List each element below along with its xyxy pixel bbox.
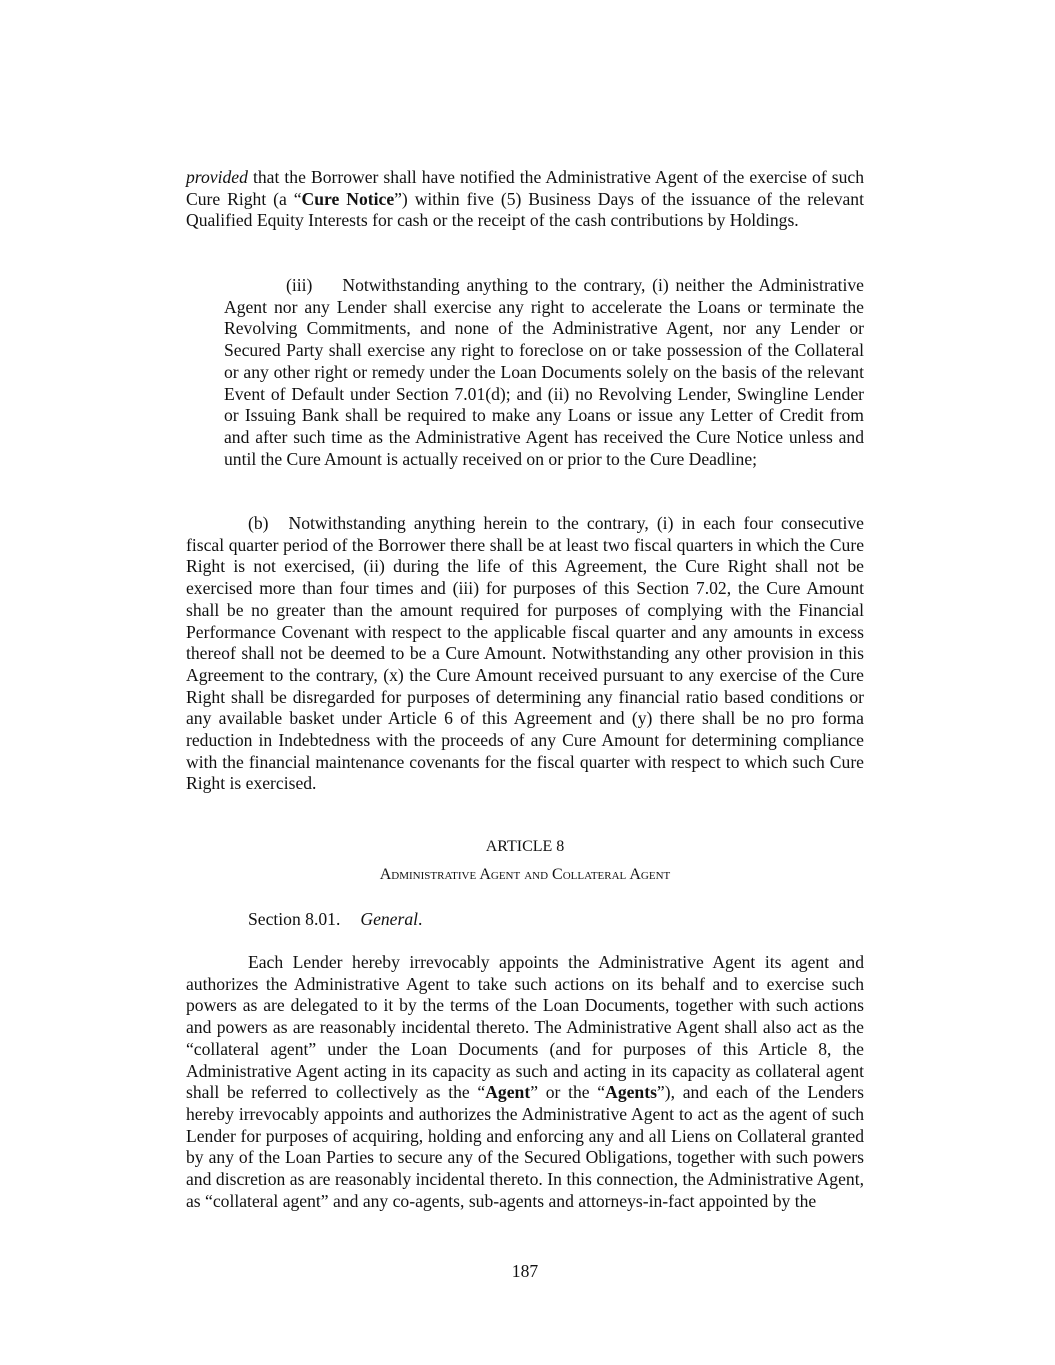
provided-lead-word: provided: [186, 167, 248, 187]
general-text-a: Each Lender hereby irrevocably appoints the Administrative Agent its agent and authorizes the Administrative Agent to take such actions on its behalf and to exercise such powers as are delegated to it by the terms of the Loan Documents, together with such actions and powers as are reasonably incidental thereto. The Administrative Agent shall also act as the “collateral agent” under the Loan Documents (and for purposes of this Article 8, the Administrative Agent acting in its capacity as such and acting in its capacity as collateral agent shall be referred to collectively as the “: [186, 952, 864, 1103]
clause-iii-paragraph: [224, 275, 864, 470]
article-title: Administrative Agent and Collateral Agent: [379, 866, 671, 883]
clause-iii-label: (iii): [286, 275, 313, 295]
clause-b-label: (b): [248, 513, 269, 533]
section-title: General.: [360, 909, 423, 929]
page-number: 187: [511, 1261, 539, 1281]
section-number: Section 8.01.: [248, 909, 341, 929]
provided-text-b: ”) within five (5) Business Days of the issuance of the relevant Qualified Equity Interests for cash or the receipt of the cash contributions by Holdings.: [186, 188, 864, 231]
general-paragraph: [186, 952, 864, 1212]
general-text-b: ” or the “: [530, 1082, 606, 1103]
provided-paragraph: [186, 167, 864, 232]
defined-term-agent: Agent: [485, 1082, 531, 1103]
section-heading: [248, 909, 422, 931]
provided-text-a: that the Borrower shall have notified the Administrative Agent of the exercise of such Cure Right (a “: [186, 167, 864, 209]
clause-iii-text: Notwithstanding anything to the contrary, (i) neither the Administrative Agent nor any Lender shall exercise any right to accelerate the Loans or terminate the Revolving Commitments, and none of the Administrative Agent, nor any Lender or Secured Party shall exercise any right to foreclose on or take possession of the Collateral or any other right or remedy under the Loan Documents solely on the basis of the relevant Event of Default under Section 7.01(d); and (ii) no Revolving Lender, Swingline Lender or Issuing Bank shall be required to make any Loans or issue any Letter of Credit from and after such time as the Administrative Agent has received the Cure Notice unless and until the Cure Amount is actually received on or prior to the Cure Deadline;: [224, 275, 864, 469]
general-text-c: ”), and each of the Lenders hereby irrevocably appoints and authorizes the Administrative Agent to act as the agent of such Lender for purposes of acquiring, holding and enforcing any and all Liens on Collateral granted by any of the Loan Parties to secure any of the Secured Obligations, together with such powers and discretion as are reasonably incidental thereto. In this connection, the Administrative Agent, as “collateral agent” and any co-agents, sub-agents and attorneys-in-fact appointed by the: [186, 1082, 865, 1211]
clause-b-paragraph: [186, 513, 864, 795]
article-number: ARTICLE 8: [485, 838, 565, 855]
clause-b-text: Notwithstanding anything herein to the contrary, (i) in each four consecutive fiscal quarter period of the Borrower there shall be at least two fiscal quarters in which the Cure Right is not exercised, (ii) during the life of this Agreement, the Cure Right shall not be exercised more than four times and (iii) for purposes of this Section 7.02, the Cure Amount shall be no greater than the amount required for purposes of complying with the Financial Performance Covenant with respect to the applicable fiscal quarter and any amounts in excess thereof shall not be deemed to be a Cure Amount. Notwithstanding any other provision in this Agreement to the contrary, (x) the Cure Amount received pursuant to any exercise of the Cure Right shall be disregarded for purposes of determining any financial ratio based conditions or any available basket under Article 6 of this Agreement and (y) there shall be no pro forma reduction in Indebtedness with the proceeds of any Cure Amount for determining compliance with the financial maintenance covenants for the fiscal quarter with respect to which such Cure Right is exercised.: [186, 513, 864, 794]
defined-term-agents: Agents: [605, 1082, 657, 1103]
defined-term-cure-notice: Cure Notice: [301, 188, 395, 209]
